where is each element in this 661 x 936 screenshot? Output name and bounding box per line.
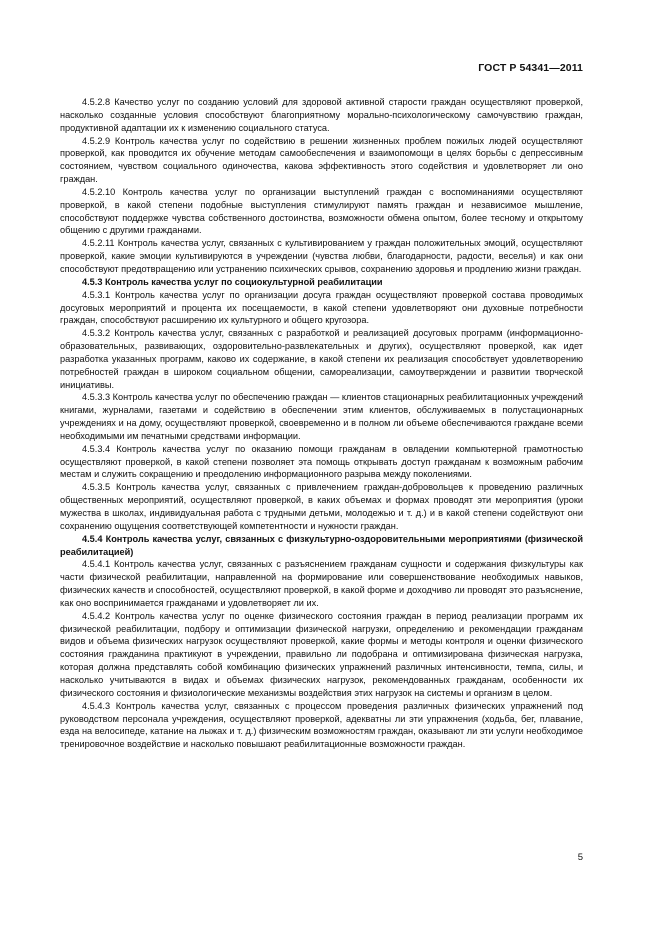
clause-4-5-2-11: 4.5.2.11 Контроль качества услуг, связанных с культивированием у граждан положительных эмоций, осуществляют проверкой, какие эмоции культивируются в учреждении (чувства любви, благодарности, радости, веселья) и как они способствуют предотвращению или устранению психических срывов, сохранению здоровья и продлению жизни граждан. xyxy=(60,238,583,274)
section-heading-4-5-3: 4.5.3 Контроль качества услуг по социокультурной реабилитации xyxy=(82,276,383,287)
clause-4-5-3-3: 4.5.3.3 Контроль качества услуг по обеспечению граждан — клиентов стационарных реабилитационных учреждений книгами, журналами, газетами и содействию в обеспечении этим клиентов, обслуживаемых в полустационарных учреждениях и на дому, осуществляют проверкой, своевременно и в полном ли объеме обеспечиваются граждане всеми необходимыми им печатными средствами информации. xyxy=(60,392,583,441)
page-number: 5 xyxy=(577,852,583,863)
clause-4-5-4-1: 4.5.4.1 Контроль качества услуг, связанных с разъяснением гражданам сущности и содержания физкультуры как части физической реабилитации, направленной на формирование или совершенствование необходимых навыков, физических качеств и способностей, осуществляют проверкой, в какой форме и доходчиво ли проводят это разъяснение, как оно воспринимается гражданами и удовлетворяет ли их. xyxy=(60,559,583,608)
clause-4-5-4-3: 4.5.4.3 Контроль качества услуг, связанных с процессом проведения различных физических упражнений под руководством персонала учреждения, осуществляют проверкой, адекватны ли эти упражнения (ходьба, бег, плавание, езда на велосипеде, катание на лыжах и т. д.) физическим возможностям граждан, оказывают ли эти услуги необходимое тренировочное воздействие и насколько повышают реабилитационные возможности граждан. xyxy=(60,700,583,750)
clause-4-5-3-5: 4.5.3.5 Контроль качества услуг, связанных с привлечением граждан-добровольцев к проведению различных общественных мероприятий, осуществляют проверкой, в каких объемах и формах проводят эти мероприятия (уроки мужества в школах, индивидуальная работа с трудными детьми, молодежью и т. д.) и в какой степени содействуют они сохранению ощущения соответствующей компетентности и нужности граждан. xyxy=(60,482,583,531)
document-id: ГОСТ Р 54341—2011 xyxy=(478,62,583,74)
clause-4-5-2-9: 4.5.2.9 Контроль качества услуг по содействию в решении жизненных проблем пожилых людей осуществляют проверкой, как проводится их обучение методам самообеспечения и взаимопомощи в целях борьбы с депрессивным состоянием, чувством социального одиночества, какова эффективность этого содействия и удовлетворяет ли оно граждан. xyxy=(60,135,583,185)
section-heading-4-5-4: 4.5.4 Контроль качества услуг, связанных с физкультурно-оздоровительными мероприятиями (физической реабилитацией) xyxy=(60,533,583,557)
clause-4-5-4-2: 4.5.4.2 Контроль качества услуг по оценке физического состояния граждан в период реализации программ их физической реабилитации, подбору и оптимизации физической нагрузки, определению и рекомендации гражданам видов и объема физических нагрузок осуществляют проверкой, какие формы и методы контроля и оценки физического состояния гражданина практикуют в учреждении, правильно ли подобрана и оптимизирована физическая нагрузка, которая должна представлять собой комбинацию физических упражнений различных интенсивности, темпа, силы, и насколько учитываются в видах и объемах физических нагрузок, рекомендованных гражданам, особенности их физического состояния и физиологические механизмы воздействия этих нагрузок на системы и организм в целом. xyxy=(60,610,583,698)
document-header xyxy=(478,62,583,74)
document-body xyxy=(60,96,583,751)
clause-4-5-2-10: 4.5.2.10 Контроль качества услуг по организации выступлений граждан с воспоминаниями осуществляют проверкой, в какой степени подобные выступления стимулируют память граждан и независимое мышление, способствуют поддержке чувства собственного достоинства, возможности обмена опытом, более тесному и открытому общению с другими гражданами. xyxy=(60,186,583,236)
clause-4-5-3-2: 4.5.3.2 Контроль качества услуг, связанных с разработкой и реализацией досуговых программ (информационно-образовательных, развивающих, оздоровительно-развлекательных и других), осуществляют проверкой, как идет разработка указанных программ, каково их содержание, в какой степени их реализация способствует удовлетворению потребностей граждан в широком социальном общении, самореализации, самоутверждении и развитии творческой инициативы. xyxy=(60,328,583,390)
clause-4-5-3-1: 4.5.3.1 Контроль качества услуг по организации досуга граждан осуществляют проверкой состава проводимых досуговых мероприятий и процента их посещаемости, в какой степени удовлетворяют они духовные потребности граждан, способствуют расширению их культурного и общего кругозора. xyxy=(60,289,583,326)
clause-4-5-2-8: 4.5.2.8 Качество услуг по созданию условий для здоровой активной старости граждан осуществляют проверкой, насколько созданные условия способствуют благоприятному морально-психологическому самочувствию граждан, продуктивной адаптации их к изменению социального статуса. xyxy=(60,97,583,133)
clause-4-5-3-4: 4.5.3.4 Контроль качества услуг по оказанию помощи гражданам в овладении компьютерной грамотностью осуществляют проверкой, в какой степени позволяет эта помощь открывать доступ гражданам к возможным рабочим местам и служить сокращению и преодолению информационного разрыва между поколениями. xyxy=(60,443,583,480)
